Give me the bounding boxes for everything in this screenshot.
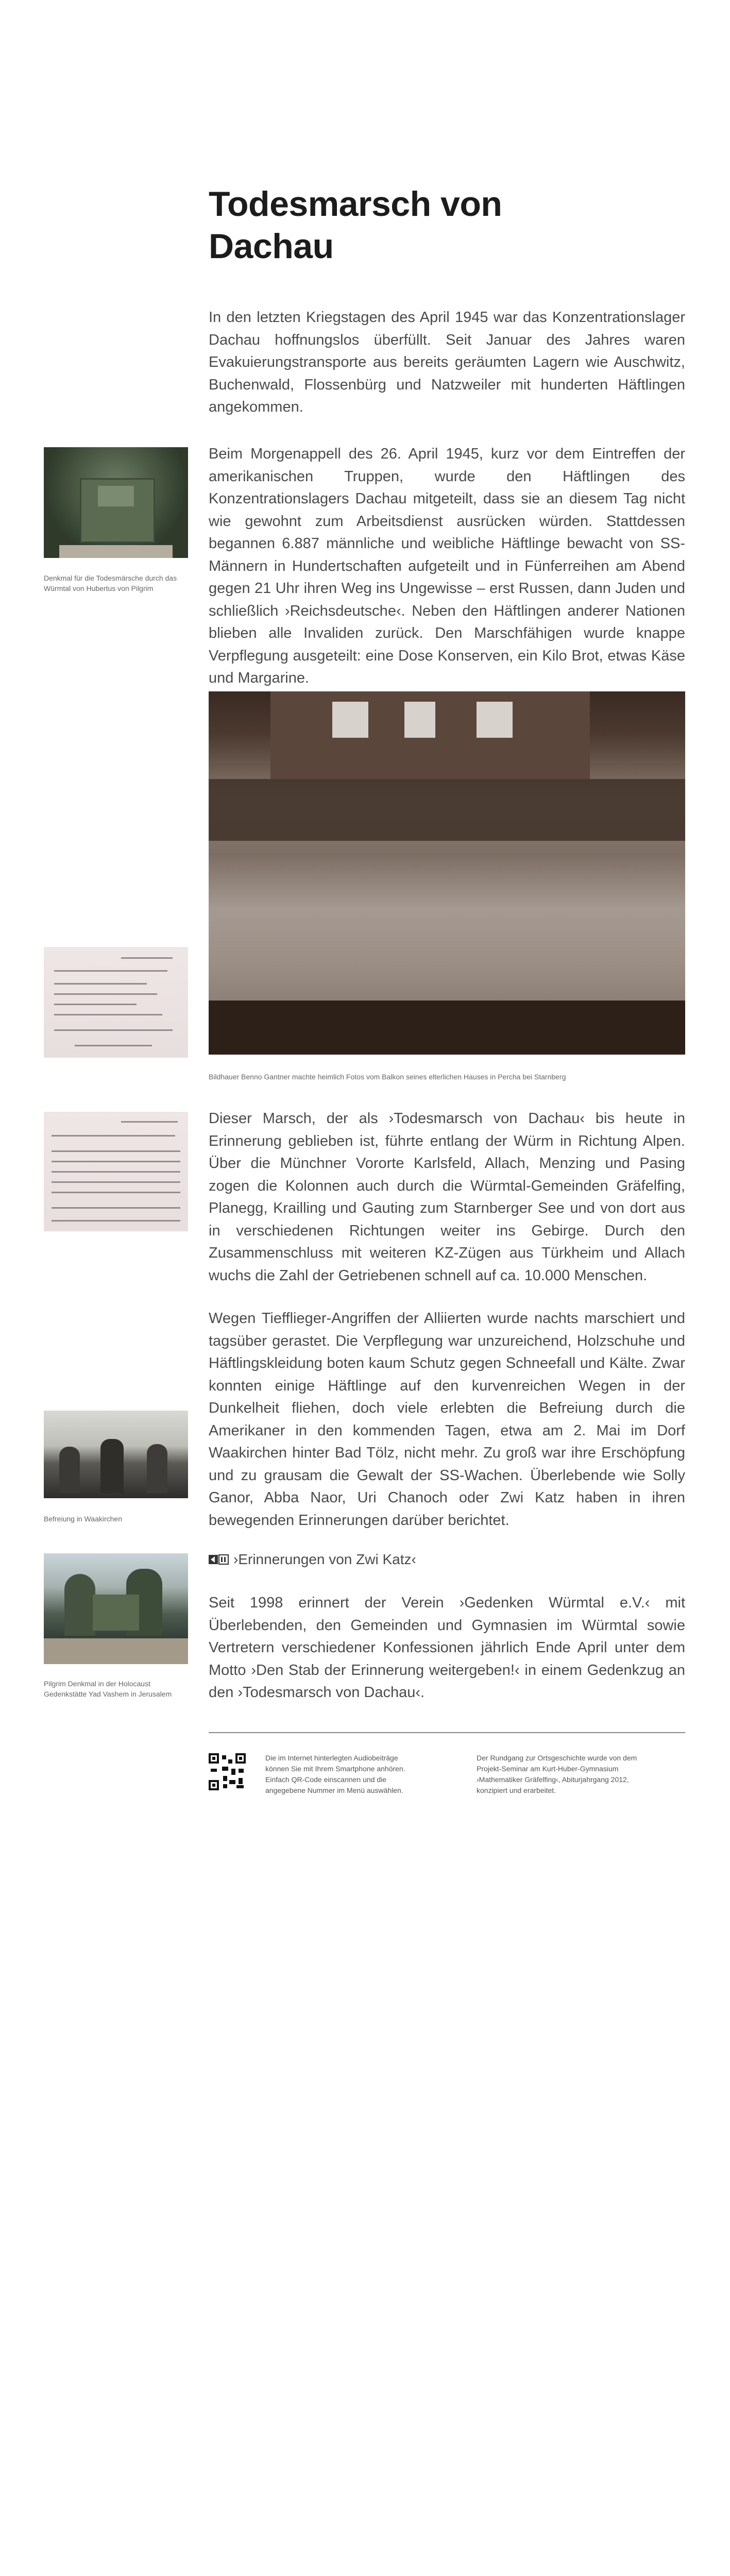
paragraph-remembrance: Seit 1998 erinnert der Verein ›Gedenken Würmtal e.V.‹ mit Überlebenden, den Gemeinden und Gymnasien im Würmtal sowie Vertretern verschiedener Konfessionen jährlich Ende April unter dem Motto ›Den Stab der Erinnerung weitergeben!‹ in einem Gedenkzug an den ›Todesmarsch von Dachau‹.: [209, 1595, 685, 1701]
audio-icon: [209, 1554, 229, 1565]
audio-link-label: ›Erinnerungen von Zwi Katz‹: [233, 1551, 416, 1567]
footer-project-credit: Der Rundgang zur Ortsgeschichte wurde von dem Projekt-Seminar am Kurt-Huber-Gymnasium ›Mathematiker Gräfelfing‹, Abiturjahrgang 2012, konzipiert und erarbeitet.: [477, 1754, 637, 1794]
footer-qr-instructions: Die im Internet hinterlegten Audiobeiträge können Sie mit Ihrem Smartphone anhören. Einfach QR-Code einscannen und die angegebene Nummer im Menü auswählen.: [265, 1754, 405, 1794]
page-title-line1: Todesmarsch von: [209, 184, 502, 224]
paragraph-morning-roll-call: Beim Morgenappell des 26. April 1945, kurz vor dem Eintreffen der amerikanischen Truppen, wurde den Häftlingen des Konzentrationslagers Dachau mitgeteilt, dass sie an diesem Tag nicht wie gewohnt zum Arbeitsdienst ausrücken würden. Stattdessen begannen 6.887 männliche und weibliche Häftlinge bewacht von SS-Männern in Hundertschaften aufgeteilt und in Fünferreihen am Abend gegen 21 Uhr ihren Weg ins Ungewisse – erst Russen, dann Juden und schließlich ›Reichsdeutsche‹. Neben den Häftlingen anderer Nationen blieben alle Invaliden zurück. Den Marschfähigen wurde knappe Verpflegung ausgeteilt: eine Dose Konserven, ein Kilo Brot, etwas Käse und Margarine.: [209, 446, 685, 686]
paragraph-intro: In den letzten Kriegstagen des April 1945 war das Konzentrationslager Dachau hoffnungslos überfüllt. Seit Januar des Jahres waren Evakuierungstransporte aus bereits geräumten Lagern wie Auschwitz, Buchenwald, Flossenbürg und Natzweiler mit hunderten Häftlingen angekommen.: [209, 309, 685, 415]
qr-code[interactable]: [209, 1753, 246, 1790]
liberation-photo: [44, 1411, 188, 1498]
paragraph-hardships: Wegen Tiefflieger-Angriffen der Alliierten wurde nachts marschiert und tagsüber gerastet. Die Verpflegung war unzureichend, Holzschuhe und Häftlingskleidung boten kaum Schutz gegen Schneefall und Kälte. Zwar konnten einige Häftlinge auf den kurvenreichen Wegen in der Dunkelheit fliehen, doch viele erlebten die Befreiung durch die Amerikaner in den kommenden Tagen, etwa am 2. Mai im Dorf Waakirchen hinter Bad Tölz, nicht mehr. Zu groß war ihre Erschöpfung und zu grausam die Gewalt der SS-Wachen. Überlebende wie Solly Ganor, Abba Naor, Uri Chanoch oder Zwi Katz haben in ihren bewegenden Erinnerungen darüber berichtet.: [209, 1310, 685, 1529]
caption-memorial-wuermtal: Denkmal für die Todesmärsche durch das Würmtal von Hubertus von Pilgrim: [44, 574, 177, 592]
caption-liberation: Befreiung in Waakirchen: [44, 1515, 123, 1523]
caption-memorial-yadvashem: Pilgrim Denkmal in der Holocaust Gedenkstätte Yad Vashem in Jerusalem: [44, 1680, 172, 1698]
audio-link[interactable]: [209, 1551, 416, 1568]
paragraph-march-route: Dieser Marsch, der als ›Todesmarsch von Dachau‹ bis heute in Erinnerung geblieben ist, führte entlang der Würm in Richtung Alpen. Über die Münchner Vororte Karlsfeld, Allach, Menzing und Pasing zogen die Kolonnen auch durch die Würmtal-Gemeinden Gräfelfing, Planegg, Krailling und Gauting zum Starnberger See und von dort aus in verschiedenen Richtungen weiter ins Gebirge. Durch den Zusammenschluss mit weiteren KZ-Zügen aus Türkheim und Allach wuchs die Zahl der Getriebenen schnell auf ca. 10.000 Menschen.: [209, 1110, 685, 1284]
memorial-yadvashem-photo: [44, 1553, 188, 1664]
page-title: [209, 183, 683, 267]
document-photo-1: [44, 947, 188, 1058]
memorial-wuermtal-photo: [44, 447, 188, 558]
footer-divider: [209, 1732, 685, 1733]
document-photo-2: [44, 1112, 188, 1231]
death-march-photo: [209, 691, 685, 1055]
caption-main-photo: Bildhauer Benno Gantner machte heimlich Fotos vom Balkon seines elterlichen Hauses in Percha bei Starnberg: [209, 1073, 566, 1081]
page-title-line2: Dachau: [209, 227, 334, 266]
